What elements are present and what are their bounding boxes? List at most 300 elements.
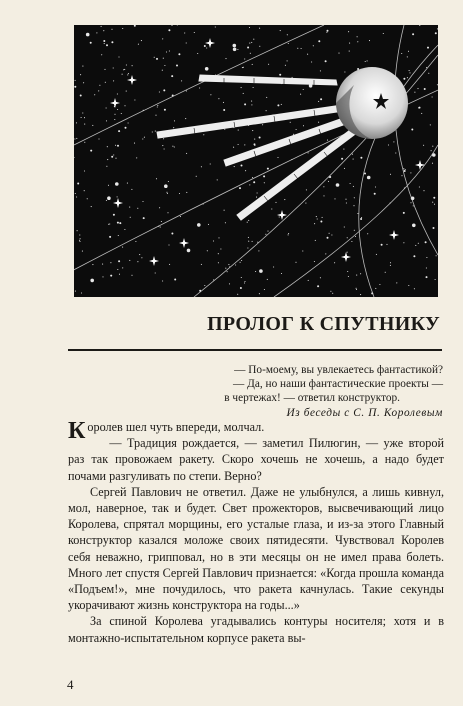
star-dot: [256, 197, 257, 198]
star-dot: [162, 145, 163, 146]
star-dot: [313, 45, 314, 46]
star-dot: [413, 255, 415, 257]
star-dot: [259, 293, 260, 294]
star-dot: [250, 53, 251, 54]
star-dot: [266, 97, 267, 98]
star-dot: [245, 170, 246, 171]
star-dot: [361, 217, 362, 218]
star-dot: [409, 72, 410, 73]
star-dot: [205, 67, 209, 71]
star-dot: [206, 47, 207, 48]
star-dot: [349, 51, 350, 52]
star-dot: [374, 193, 376, 195]
star-dot: [249, 184, 250, 185]
star-dot: [126, 64, 127, 65]
star-dot: [267, 168, 269, 170]
star-dot: [84, 117, 85, 118]
star-dot: [279, 74, 281, 76]
star-dot: [244, 144, 245, 145]
star-dot: [284, 199, 285, 200]
star-dot: [197, 53, 198, 54]
star-dot: [418, 243, 419, 244]
star-dot: [287, 34, 288, 35]
star-dot: [290, 122, 291, 123]
star-dot: [369, 40, 370, 41]
epigraph-line-2: — Да, но наши фантастические проекты —: [233, 378, 443, 390]
star-dot: [123, 69, 124, 70]
star-dot: [122, 74, 123, 75]
star-dot: [279, 216, 280, 217]
star-dot: [242, 67, 243, 68]
star-dot: [213, 240, 214, 241]
star-dot: [76, 122, 77, 123]
star-dot: [79, 241, 80, 242]
star-dot: [238, 144, 239, 145]
star-dot: [409, 70, 410, 71]
star-dot: [128, 73, 129, 74]
star-dot: [186, 90, 187, 91]
star-dot: [303, 89, 304, 90]
star-dot: [101, 54, 102, 55]
star-dot: [253, 39, 254, 40]
star-dot: [139, 254, 140, 255]
star-dot: [79, 240, 80, 241]
star-dot: [86, 33, 90, 37]
epigraph-line-3: в чертежах! — ответил конструктор.: [224, 392, 400, 404]
star-dot: [215, 26, 216, 27]
star-dot: [101, 26, 102, 27]
star-dot: [280, 30, 281, 31]
star-dot: [218, 237, 219, 238]
star-dot: [300, 94, 301, 95]
star-dot: [316, 216, 317, 217]
star-dot: [172, 146, 173, 147]
star-dot: [83, 82, 84, 83]
star-dot: [174, 146, 175, 147]
star-dot: [288, 43, 289, 44]
star-dot: [239, 187, 241, 189]
star-dot: [156, 178, 157, 179]
star-dot: [92, 125, 93, 126]
star-dot: [427, 47, 429, 49]
star-dot: [110, 275, 112, 277]
star-dot: [141, 257, 142, 258]
star-dot: [132, 65, 133, 66]
star-dot: [233, 48, 237, 52]
star-dot: [111, 156, 113, 158]
star-dot: [401, 53, 402, 54]
star-dot: [244, 281, 245, 282]
star-dot: [126, 91, 127, 92]
star-dot: [423, 145, 424, 146]
star-dot: [347, 252, 348, 253]
star-dot: [413, 205, 414, 206]
star-dot: [346, 202, 347, 203]
star-dot: [375, 288, 376, 289]
star-dot: [109, 236, 111, 238]
star-dot: [343, 149, 344, 150]
star-dot: [263, 175, 265, 177]
star-dot: [108, 185, 109, 186]
star-dot: [94, 94, 95, 95]
star-dot: [414, 92, 415, 93]
star-dot: [118, 235, 119, 236]
star-dot: [259, 28, 260, 29]
star-dot: [437, 28, 438, 29]
star-dot: [104, 43, 105, 44]
star-dot: [408, 285, 409, 286]
star-dot: [281, 273, 282, 274]
star-dot: [259, 46, 260, 47]
star-dot: [176, 65, 178, 67]
star-dot: [107, 159, 108, 160]
star-dot: [180, 216, 181, 217]
star-dot: [96, 32, 97, 33]
star-dot: [91, 206, 92, 207]
star-dot: [225, 268, 226, 269]
star-dot: [365, 61, 366, 62]
star-dot: [432, 96, 433, 97]
star-dot: [251, 101, 252, 102]
star-dot: [435, 32, 437, 34]
star-dot: [288, 234, 289, 235]
star-dot: [171, 233, 173, 235]
star-dot: [164, 109, 166, 111]
star-dot: [103, 30, 104, 31]
star-dot: [119, 274, 120, 275]
star-dot: [169, 50, 170, 51]
star-dot: [393, 141, 394, 142]
star-dot: [115, 158, 116, 159]
star-dot: [90, 42, 92, 44]
star-dot: [386, 244, 387, 245]
star-dot: [223, 109, 225, 111]
star-dot: [264, 289, 265, 290]
star-dot: [360, 157, 362, 159]
star-dot: [247, 222, 248, 223]
star-dot: [240, 262, 241, 263]
star-dot: [356, 288, 357, 289]
star-dot: [207, 250, 208, 251]
star-dot: [82, 66, 83, 67]
star-dot: [293, 134, 294, 135]
star-dot: [367, 233, 368, 234]
star-dot: [228, 264, 229, 265]
star-dot: [424, 88, 426, 90]
star-dot: [287, 60, 288, 61]
star-dot: [208, 224, 209, 225]
star-dot: [224, 129, 225, 130]
star-dot: [353, 159, 354, 160]
star-dot: [277, 104, 279, 106]
star-dot: [265, 234, 266, 235]
star-dot: [435, 279, 436, 280]
star-dot: [229, 283, 230, 284]
star-dot: [354, 230, 355, 231]
star-dot: [114, 114, 115, 115]
star-dot: [320, 221, 322, 223]
star-dot: [154, 57, 155, 58]
title-rule: [68, 349, 442, 351]
star-dot: [388, 144, 389, 145]
star-dot: [99, 85, 100, 86]
star-dot: [308, 152, 309, 153]
star-dot: [411, 129, 413, 131]
star-dot: [323, 195, 324, 196]
star-dot: [118, 260, 120, 262]
paragraph-4: За спиной Королева угадывались контуры носителя; хотя и в монтажно-испытательном корпусе ракета вы-: [68, 614, 444, 645]
star-dot: [201, 166, 202, 167]
paragraph-1-text: оролев шел чуть впереди, молчал.: [87, 420, 265, 434]
star-dot: [168, 29, 170, 31]
star-dot: [122, 267, 123, 268]
star-dot: [106, 44, 108, 46]
star-dot: [143, 217, 145, 219]
star-dot: [82, 112, 83, 113]
star-dot: [288, 233, 289, 234]
star-dot: [267, 279, 268, 280]
satellite-illustration: [74, 25, 438, 297]
star-dot: [353, 186, 354, 187]
star-dot: [164, 65, 165, 66]
star-dot: [253, 181, 255, 183]
star-dot: [356, 289, 357, 290]
star-dot: [248, 241, 249, 242]
star-dot: [249, 43, 250, 44]
star-dot: [164, 184, 168, 188]
star-dot: [320, 98, 322, 100]
star-dot: [252, 130, 253, 131]
star-dot: [107, 146, 108, 147]
star-dot: [264, 182, 265, 183]
star-dot: [155, 272, 156, 273]
star-dot: [210, 163, 211, 164]
star-dot: [82, 251, 83, 252]
star-dot: [390, 265, 391, 266]
star-dot: [318, 122, 319, 123]
star-dot: [119, 222, 121, 224]
epigraph-line-1: — По-моему, вы увлекаетесь фантастикой?: [234, 364, 443, 376]
star-dot: [199, 87, 200, 88]
star-dot: [268, 64, 269, 65]
star-dot: [157, 106, 158, 107]
star-dot: [251, 104, 252, 105]
star-dot: [74, 157, 75, 158]
star-dot: [401, 175, 402, 176]
star-dot: [434, 204, 435, 205]
star-dot: [134, 99, 135, 100]
star-dot: [383, 33, 384, 34]
star-dot: [218, 253, 219, 254]
star-dot: [281, 104, 282, 105]
star-dot: [104, 69, 105, 70]
star-dot: [311, 61, 312, 62]
star-dot: [318, 101, 319, 102]
star-dot: [367, 176, 371, 180]
star-dot: [106, 166, 107, 167]
star-dot: [327, 140, 328, 141]
star-dot: [121, 113, 122, 114]
star-dot: [243, 67, 244, 68]
star-dot: [204, 45, 206, 47]
star-dot: [113, 80, 114, 81]
star-dot: [235, 264, 236, 265]
star-dot: [115, 145, 116, 146]
star-dot: [349, 43, 350, 44]
star-icon: [389, 230, 399, 240]
star-dot: [138, 44, 139, 45]
star-dot: [345, 199, 346, 200]
star-dot: [113, 67, 114, 68]
star-dot: [80, 74, 81, 75]
star-dot: [271, 208, 272, 209]
star-dot: [412, 33, 414, 35]
star-dot: [320, 70, 321, 71]
star-dot: [430, 124, 431, 125]
star-dot: [357, 36, 358, 37]
star-dot: [152, 131, 153, 132]
star-dot: [127, 183, 128, 184]
star-dot: [433, 227, 435, 229]
star-dot: [334, 262, 335, 263]
star-dot: [224, 210, 225, 211]
star-dot: [254, 145, 255, 146]
star-dot: [117, 145, 119, 147]
star-dot: [169, 264, 170, 265]
star-dot: [426, 267, 427, 268]
star-dot: [167, 193, 168, 194]
star-icon: [110, 98, 120, 108]
star-dot: [90, 279, 94, 283]
star-dot: [244, 103, 246, 105]
star-icon: [415, 160, 425, 170]
star-dot: [218, 98, 219, 99]
star-dot: [248, 220, 249, 221]
body-text: [68, 419, 444, 646]
star-dot: [396, 282, 397, 283]
star-dot: [177, 25, 178, 26]
star-dot: [79, 234, 80, 235]
star-dot: [352, 154, 353, 155]
star-dot: [331, 234, 332, 235]
star-dot: [367, 60, 368, 61]
drop-cap: К: [68, 418, 86, 444]
star-dot: [227, 271, 228, 272]
star-dot: [410, 202, 411, 203]
star-dot: [75, 291, 76, 292]
star-dot: [117, 269, 118, 270]
star-icon: [205, 38, 215, 48]
star-icon: [113, 198, 123, 208]
star-dot: [84, 124, 85, 125]
star-dot: [423, 190, 424, 191]
star-dot: [354, 197, 355, 198]
star-dot: [431, 150, 432, 151]
star-dot: [364, 173, 366, 175]
star-dot: [110, 262, 111, 263]
star-dot: [285, 65, 286, 66]
paragraph-3: Сергей Павлович не ответил. Даже не улыбнулся, а лишь кивнул, мол, наверное, так и будет. Свет прожекторов, высвечивающий лицо Королева, спрятал морщины, его усталые глаза, и из-за этого Главный конструктор казался моложе своих пятидесяти. Чувствовал Королев себя неважно, грипповал, но в эти месяцы он не имел права болеть. Много лет спустя Сергей Павлович признается: «Когда прошла команда «Подъем!», мне почудилось, что ракета качнулась. Такие секунды укорачивают жизнь конструктора на годы...»: [68, 484, 444, 613]
star-dot: [220, 248, 221, 249]
star-dot: [317, 218, 318, 219]
star-dot: [404, 170, 406, 172]
star-icon: [341, 252, 351, 262]
star-dot: [80, 95, 82, 97]
star-dot: [417, 88, 418, 89]
star-icon: [179, 238, 189, 248]
star-dot: [325, 253, 326, 254]
star-dot: [80, 238, 81, 239]
star-dot: [155, 115, 156, 116]
star-dot: [77, 183, 79, 185]
star-dot: [403, 212, 405, 214]
star-dot: [142, 201, 143, 202]
star-dot: [164, 148, 165, 149]
star-dot: [314, 223, 315, 224]
star-dot: [302, 250, 303, 251]
star-dot: [114, 119, 115, 120]
star-dot: [173, 127, 174, 128]
star-dot: [252, 241, 253, 242]
star-dot: [262, 124, 263, 125]
star-icon: [127, 75, 137, 85]
star-dot: [275, 202, 276, 203]
star-dot: [348, 31, 349, 32]
star-dot: [334, 198, 335, 199]
star-dot: [159, 207, 160, 208]
star-dot: [240, 287, 242, 289]
star-dot: [419, 186, 420, 187]
star-dot: [237, 49, 238, 50]
star-dot: [115, 182, 119, 186]
star-dot: [204, 285, 205, 286]
star-dot: [403, 242, 404, 243]
star-dot: [106, 120, 107, 121]
star-dot: [76, 138, 77, 139]
epigraph-source: Из беседы с С. П. Королевым: [286, 407, 443, 419]
star-dot: [162, 70, 163, 71]
star-dot: [323, 186, 324, 187]
star-dot: [84, 170, 85, 171]
star-dot: [425, 241, 427, 243]
star-dot: [159, 91, 160, 92]
star-dot: [320, 277, 321, 278]
star-dot: [356, 275, 357, 276]
star-dot: [428, 73, 429, 74]
star-dot: [305, 203, 306, 204]
star-dot: [433, 197, 435, 199]
star-dot: [181, 80, 182, 81]
star-dot: [376, 254, 377, 255]
star-dot: [167, 212, 168, 213]
star-dot: [332, 293, 333, 294]
star-dot: [243, 93, 244, 94]
star-dot: [102, 264, 103, 265]
star-dot: [111, 41, 113, 43]
star-dot: [171, 25, 172, 26]
star-dot: [338, 53, 339, 54]
star-dot: [301, 48, 302, 49]
star-dot: [410, 172, 411, 173]
star-dot: [201, 264, 202, 265]
star-dot: [77, 230, 78, 231]
star-dot: [241, 277, 242, 278]
star-dot: [360, 273, 361, 274]
star-dot: [247, 247, 248, 248]
star-dot: [432, 163, 433, 164]
star-dot: [160, 227, 161, 228]
star-dot: [432, 146, 433, 147]
